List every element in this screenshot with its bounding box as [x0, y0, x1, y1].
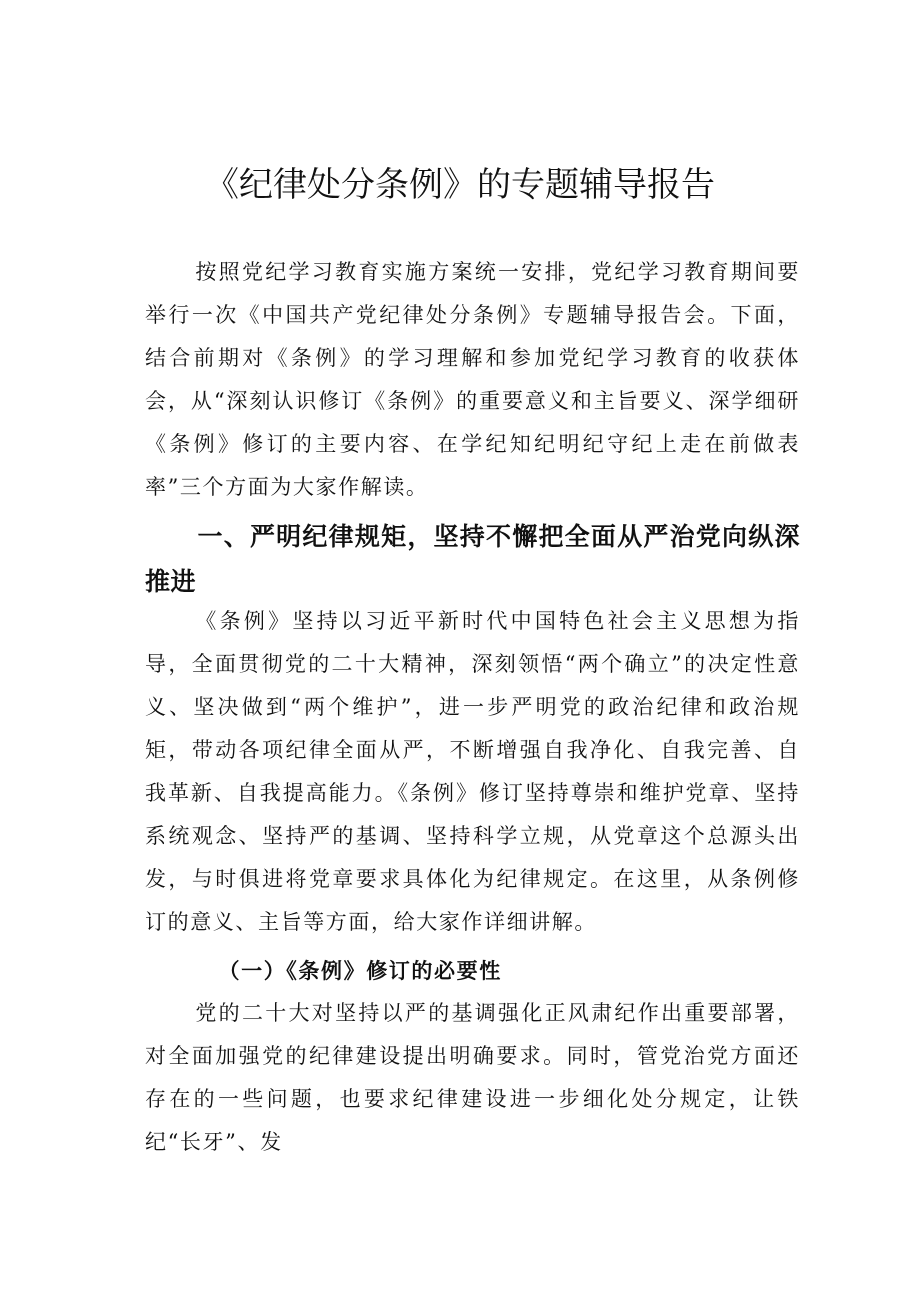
- document-title: 《纪律处分条例》的专题辅导报告: [205, 165, 715, 205]
- section-paragraph: 《条例》坚持以习近平新时代中国特色社会主义思想为指导，全面贯彻党的二十大精神，深刻领悟“两个确立”的决定性意义、坚决做到“两个维护”，进一步严明党的政治纪律和政治规矩，带动各项纪律全面从严，不断增强自我净化、自我完善、自我革新、自我提高能力。《条例》修订坚持尊崇和维护党章、坚持系统观念、坚持严的基调、坚持科学立规，从党章这个总源头出发，与时俱进将党章要求具体化为纪律规定。在这里，从条例修订的意义、主旨等方面，给大家作详细讲解。: [145, 609, 800, 934]
- intro-paragraph: 按照党纪学习教育实施方案统一安排，党纪学习教育期间要举行一次《中国共产党纪律处分条例》专题辅导报告会。下面，结合前期对《条例》的学习理解和参加党纪学习教育的收获体会，从“深刻认识修订《条例》的重要意义和主旨要义、深学细研《条例》修订的主要内容、在学纪知纪明纪守纪上走在前做表率”三个方面为大家作解读。: [145, 260, 800, 499]
- subsection-paragraph: 党的二十大对坚持以严的基调强化正风肃纪作出重要部署，对全面加强党的纪律建设提出明确要求。同时，管党治党方面还存在的一些问题，也要求纪律建设进一步细化处分规定，让铁纪“长牙”、发: [145, 1001, 800, 1154]
- section-heading: 一、严明纪律规矩，坚持不懈把全面从严治党向纵深推进: [145, 522, 800, 596]
- subsection-heading: （一）《条例》修订的必要性: [218, 958, 502, 983]
